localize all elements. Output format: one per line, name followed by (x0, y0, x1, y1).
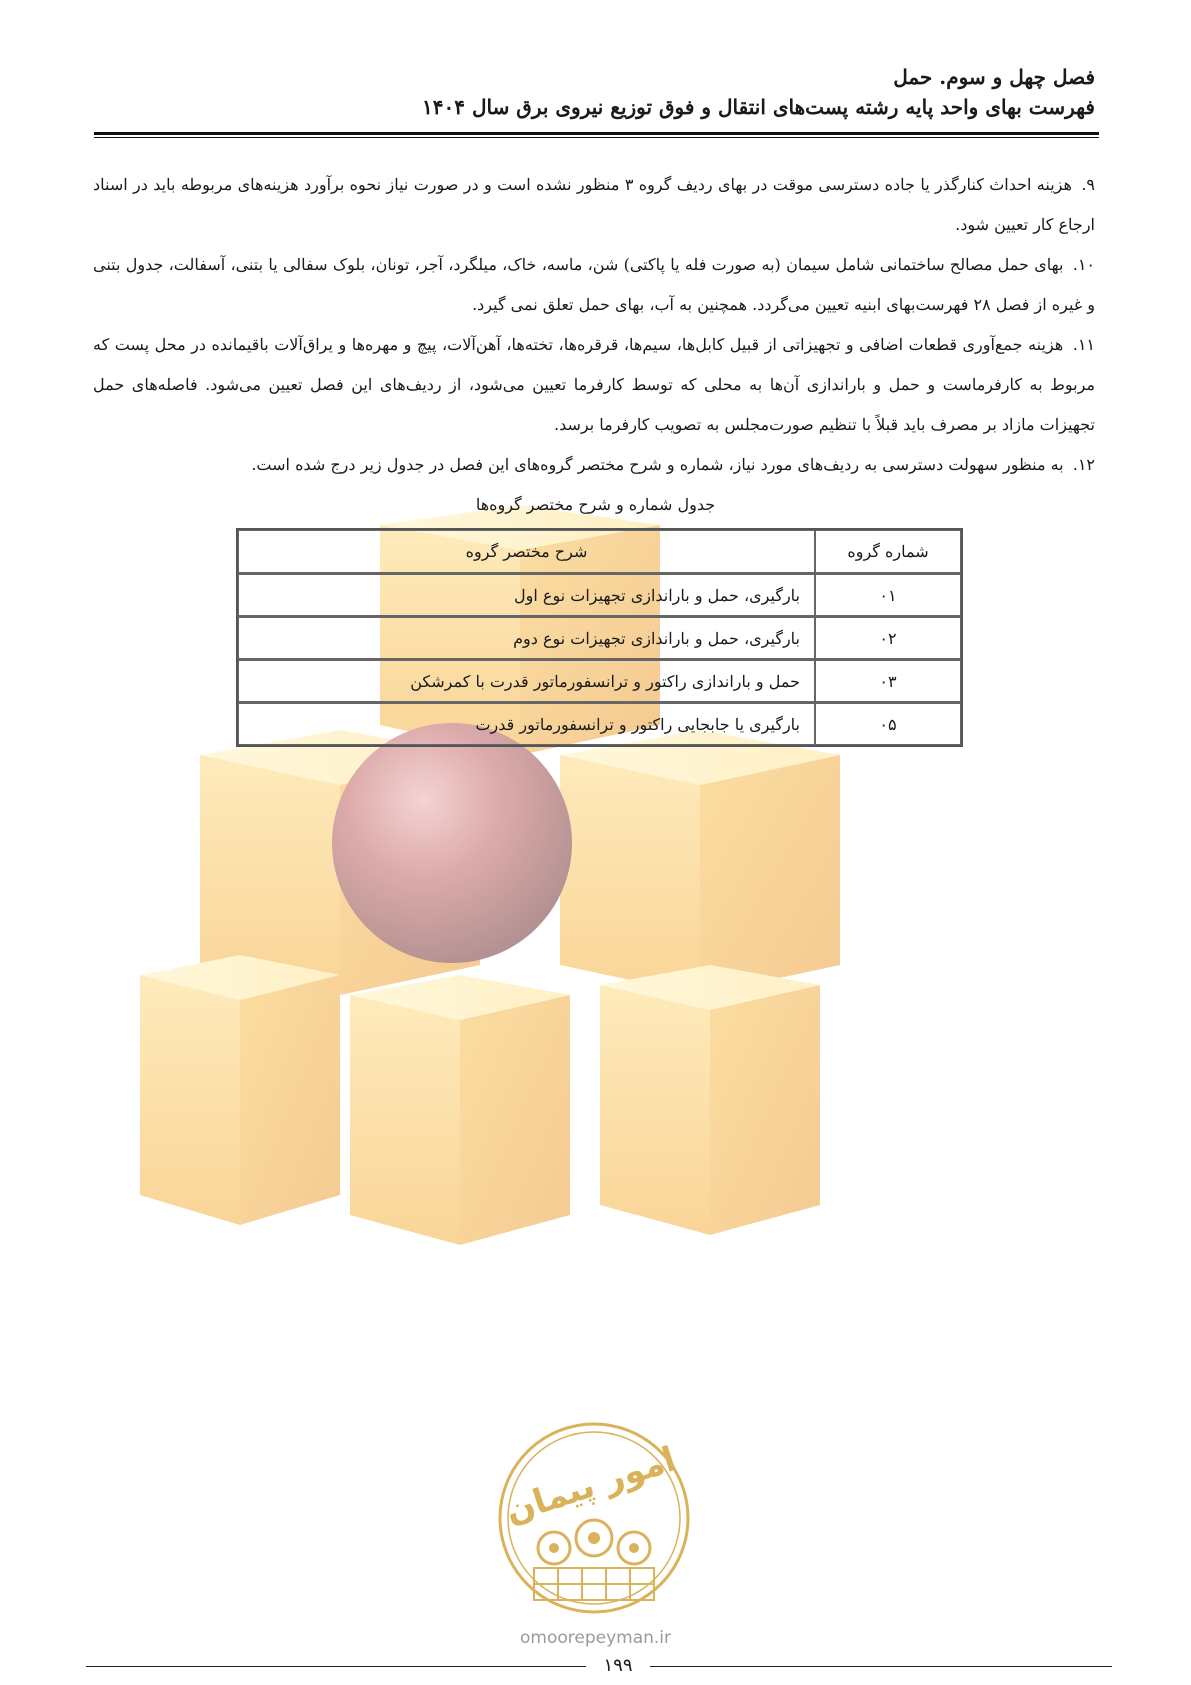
paragraph-10 (93, 245, 1095, 325)
table-header-row (238, 530, 961, 573)
table-caption: جدول شماره و شرح مختصر گروه‌ها (475, 495, 716, 514)
footer-divider-left (86, 1666, 586, 1667)
group-number-cell: ۰۵ (815, 702, 961, 745)
document-subtitle: فهرست بهای واحد پایه رشته پست‌های انتقال و فوق توزیع نیروی برق سال ۱۴۰۴ (422, 95, 1095, 119)
header-divider-thin (94, 137, 1099, 138)
paragraph-number: ۹. (1081, 175, 1096, 194)
paragraph-text: به منظور سهولت دسترسی به ردیف‌های مورد نیاز، شماره و شرح مختصر گروه‌های این فصل در جدول زیر درج شده است. (251, 455, 1064, 474)
group-number-cell: ۰۳ (815, 659, 961, 702)
table-row (238, 616, 961, 659)
table-row (238, 659, 961, 702)
chapter-title: فصل چهل و سوم. حمل (893, 65, 1095, 89)
group-description-cell: بارگیری، حمل و باراندازی تجهیزات نوع دوم (238, 616, 815, 659)
group-table (236, 528, 963, 747)
watermark-sphere-icon (332, 723, 572, 963)
paragraph-text: هزینه جمع‌آوری قطعات اضافی و تجهیزاتی از قبیل کابل‌ها، سیم‌ها، قرقره‌ها، تخته‌ها، آهن‌آلات، پیچ و مهره‌ها و یراق‌آلات باقیمانده در محل پست که مربوط به کارفرماست و حمل و باراندازی آن‌ها به محلی که توسط کارفرما تعیین می‌شود، از ردیف‌های این فصل تعیین می‌شود. فاصله‌های حمل تجهیزات مازاد بر مصرف باید قبلاً با تنظیم صورت‌مجلس به تصویب کارفرما برسد. (93, 335, 1095, 434)
paragraph-number: ۱۲. (1072, 455, 1095, 474)
group-description-cell: حمل و باراندازی راکتور و ترانسفورماتور قدرت با کمرشکن (238, 659, 815, 702)
group-description-cell: بارگیری، حمل و باراندازی تجهیزات نوع اول (238, 573, 815, 616)
paragraph-number: ۱۱. (1072, 335, 1096, 354)
paragraph-text: هزینه احداث کنارگذر یا جاده دسترسی موقت در بهای ردیف گروه ۳ منظور نشده است و در صورت نیاز نحوه برآورد هزینه‌های مربوطه باید در اسناد ارجاع کار تعیین شود. (93, 175, 1095, 234)
header-divider-thick (94, 132, 1099, 135)
page-number: ۱۹۹ (603, 1655, 633, 1676)
group-number-cell: ۰۱ (815, 573, 961, 616)
table-row (238, 702, 961, 745)
paragraph-12 (93, 445, 1095, 485)
paragraph-9 (93, 165, 1095, 245)
svg-text:امور پیمان: امور پیمان (500, 1439, 681, 1532)
header-group-number: شماره گروه (815, 530, 961, 573)
omoore-peyman-logo-icon (494, 1418, 694, 1618)
group-description-cell: بارگیری یا جابجایی راکتور و ترانسفورماتور قدرت (238, 702, 815, 745)
paragraph-text: بهای حمل مصالح ساختمانی شامل سیمان (به صورت فله یا پاکتی) شن، ماسه، خاک، میلگرد، آجر، تونان، بلوک سفالی یا بتنی، آسفالت، جدول بتنی و غیره از فصل ۲۸ فهرست‌بهای ابنیه تعیین می‌گردد. همچنین به آب، بهای حمل تعلق نمی گیرد. (93, 255, 1095, 314)
footer-divider-right (650, 1666, 1112, 1667)
body-text (93, 165, 1095, 485)
group-number-cell: ۰۲ (815, 616, 961, 659)
header-group-description: شرح مختصر گروه (238, 530, 815, 573)
table-row (238, 573, 961, 616)
page-header (95, 62, 1095, 122)
paragraph-number: ۱۰. (1072, 255, 1096, 274)
logo-url: omoorepeyman.ir (519, 1628, 672, 1648)
paragraph-11 (93, 325, 1095, 445)
